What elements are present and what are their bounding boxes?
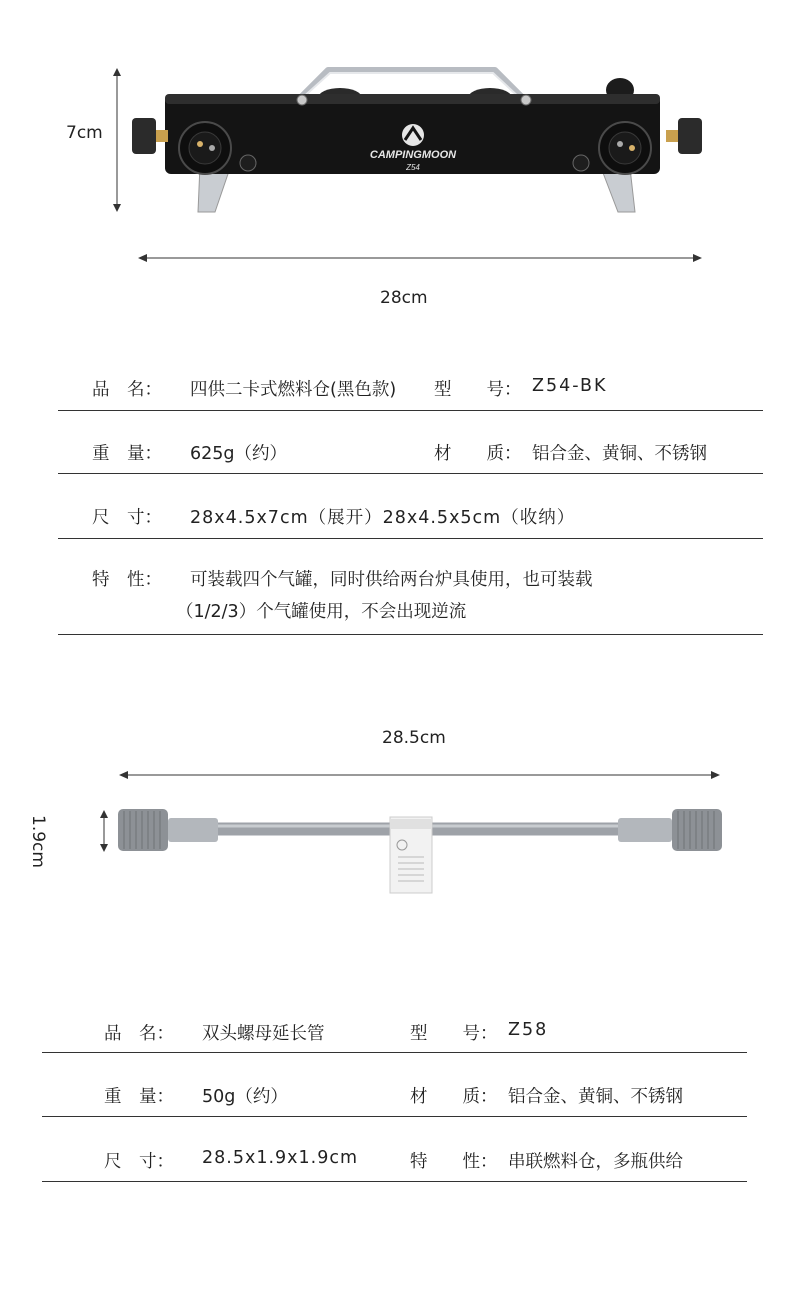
logo-model-text: Z54 [406,163,420,172]
width-dimension-arrow [138,252,703,264]
spec-material-value: 铝合金、黄铜、不锈钢 [532,444,707,464]
spec-size-value: 28x4.5x7cm（展开）28x4.5x5cm（收纳） [190,508,576,528]
spec-feature-value: 串联燃料仓，多瓶供给 [508,1152,683,1172]
length-dimension-arrow [119,769,721,781]
spec-feature-label: 特 性： [410,1152,498,1172]
table-divider [58,538,763,539]
logo-brand-text: CAMPINGMOON [369,149,457,161]
spec-name-value: 四供二卡式燃料仓(黑色款) [190,380,397,400]
campingmoon-logo-icon [402,124,424,146]
spec-weight-value: 625g（约） [190,444,288,464]
diameter-label: 1.9cm [28,815,48,868]
spec-feature-label: 特 性： [92,570,162,590]
spec-name-value: 双头螺母延长管 [202,1024,325,1044]
spec-model-label: 型 号： [434,380,522,400]
table-divider [42,1116,747,1117]
spec-size-value: 28.5x1.9x1.9cm [202,1148,359,1168]
extension-hose-product-image [118,805,722,895]
spec-model-value: Z54-BK [532,376,608,396]
table-divider [42,1052,747,1053]
table-divider [42,1181,747,1182]
table-divider [58,634,763,635]
width-label: 28cm [380,288,428,308]
spec-material-value: 铝合金、黄铜、不锈钢 [508,1087,683,1107]
spec-material-label: 材 质： [434,444,522,464]
length-label: 28.5cm [382,728,446,748]
spec-weight-value: 50g（约） [202,1087,288,1107]
height-label: 7cm [66,123,103,143]
spec-weight-label: 重 量： [92,444,162,464]
spec-name-label: 品 名： [92,380,162,400]
spec-material-label: 材 质： [410,1087,498,1107]
height-dimension-arrow [107,68,127,218]
spec-model-value: Z58 [508,1020,549,1040]
spec-feature-value-line1: 可装载四个气罐，同时供给两台炉具使用，也可装载 [190,570,593,590]
fuel-bar-product-image [130,60,710,220]
spec-weight-label: 重 量： [104,1087,174,1107]
diameter-dimension-arrow [98,810,110,852]
table-divider [58,473,763,474]
spec-feature-value-line2: （1/2/3）个气罐使用，不会出现逆流 [176,602,467,622]
table-divider [58,410,763,411]
spec-model-label: 型 号： [410,1024,498,1044]
spec-size-label: 尺 寸： [92,508,162,528]
spec-name-label: 品 名： [104,1024,174,1044]
spec-size-label: 尺 寸： [104,1152,174,1172]
